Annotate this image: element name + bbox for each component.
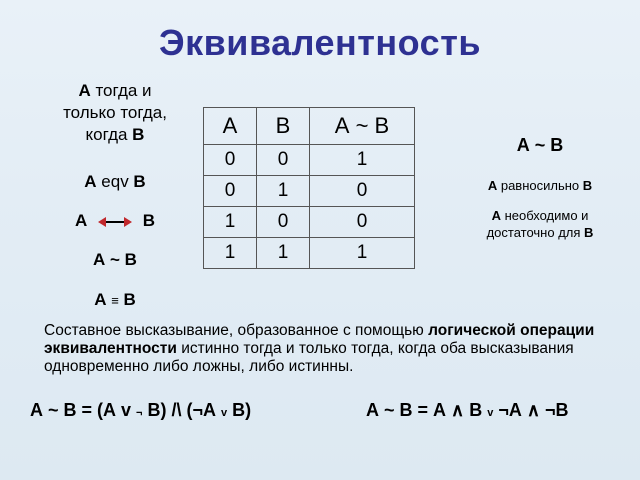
eqv-b: В <box>133 172 146 191</box>
r2-text2: достаточно для <box>486 225 585 240</box>
arrow-notation <box>30 211 200 231</box>
cell: 0 <box>310 207 415 238</box>
right-line-equivalent <box>455 178 625 193</box>
cell: 1 <box>204 238 257 269</box>
eqv-a: А <box>84 172 97 191</box>
f2-or: v <box>487 407 494 419</box>
truth-table <box>203 107 415 269</box>
arrow-b: В <box>142 211 156 230</box>
f1-part-a: А ~ В = (А v <box>30 400 137 420</box>
cell: 0 <box>204 145 257 176</box>
def-b: В <box>132 125 145 144</box>
cell: 1 <box>310 145 415 176</box>
table-row <box>204 176 415 207</box>
definition-paragraph <box>44 322 614 376</box>
cell: 1 <box>257 176 310 207</box>
cell: 1 <box>257 238 310 269</box>
identity-notation <box>30 290 200 310</box>
def-text2: только тогда, <box>63 103 167 122</box>
f2-part-a: А ~ В = А ∧ В <box>366 400 488 420</box>
eqv-mid: eqv <box>96 172 134 191</box>
cell: 1 <box>310 238 415 269</box>
table-row <box>204 238 415 269</box>
ident-a: А <box>94 290 112 309</box>
f1-not: ¬ <box>136 407 143 419</box>
definition-block <box>30 80 200 146</box>
para-part1: Составное высказывание, образованное с помощью <box>44 322 429 339</box>
r1-b: В <box>582 178 593 193</box>
r2-b: В <box>584 225 594 240</box>
formula-right <box>366 400 569 421</box>
header-result: А ~ В <box>310 108 415 145</box>
para-bold: логической операции эквивалентности <box>44 322 595 357</box>
table-row <box>204 207 415 238</box>
f1-part-b: В) /\ (¬А <box>142 400 221 420</box>
right-line-necessary <box>455 207 625 241</box>
double-arrow-icon <box>98 216 132 228</box>
table-row <box>204 145 415 176</box>
r2-text1: необходимо и <box>500 208 589 223</box>
ident-symbol: ≡ <box>111 293 119 308</box>
header-a: А <box>204 108 257 145</box>
f1-or: v <box>220 407 228 419</box>
right-equivalence: А ~ В <box>516 135 564 155</box>
def-text3: когда <box>85 125 133 144</box>
r1-text: равносильно <box>497 178 583 193</box>
f2-part-b: ¬А ∧ ¬В <box>493 400 569 420</box>
def-text1: тогда и <box>90 81 152 100</box>
formula-left <box>30 400 251 421</box>
eqv-notation <box>30 172 200 192</box>
cell: 0 <box>257 145 310 176</box>
cell: 0 <box>310 176 415 207</box>
arrow-a: А <box>74 211 88 230</box>
ident-b: В <box>118 290 136 309</box>
f1-part-c: В) <box>227 400 252 420</box>
truth-table-header <box>204 108 415 145</box>
header-b: В <box>257 108 310 145</box>
cell: 0 <box>204 176 257 207</box>
r1-a: А <box>487 178 498 193</box>
para-part3: истинно тогда и только тогда, когда оба высказывания одновременно либо ложны, либо истинны. <box>44 340 574 375</box>
def-a: А <box>78 81 91 100</box>
tilde-notation: А ~ В <box>93 250 137 269</box>
cell: 1 <box>204 207 257 238</box>
cell: 0 <box>257 207 310 238</box>
r2-a: А <box>491 208 501 223</box>
page-title: Эквивалентность <box>159 22 481 63</box>
